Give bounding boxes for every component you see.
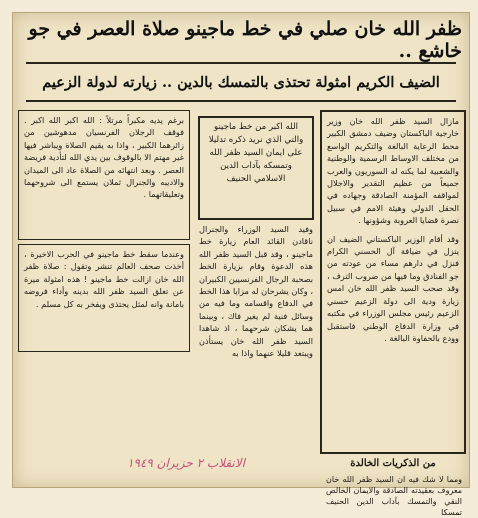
paragraph-1: مازال السيد ظفر الله خان وزير خارجية الباكستان وضيف دمشق الكبير محط الرعاية البالغة والتكريم الواسع من مختلف الاوساط الرسمية والوطنية والشعبية لما يكنه له السوريون والعرب جميعاً من عظيم التقدير والاجلال لمواقفه المؤمنة الصادقة وجهاده في الحقل الدولي وهيئة الامم في سبيل نصرة قضايا العروبة وشؤونها . (327, 116, 459, 226)
subheadline: الضيف الكريم امثولة تحتذى بالتمسك بالدين .. زيارته لدولة الزعيم (26, 62, 456, 102)
article-column-left-top (18, 110, 190, 240)
middle-paragraph: وفيد السيد الوزراء والجنرال ناقادن القائد العام زيارة خط ماجينو ، وقد قبل السيد ظفر الله هذه الدعوة وقام بزيارة الخط بصحبة الرجال الفرنسيين الكبيران ، وكان يشرحان له مزايا هذا الخط في الدفاع واقسامه وما فيه من وسائل فنية لم يغير فاك ، وبينما هما يشكان شرحهما ، اذ شاهدا السيد ظفر الله خان يستأذن ويبتعد قليلا عنهما واذا به (199, 224, 313, 359)
paragraph-2: وقد أقام الوزير الباكستاني الضيف ان ينزل في ضيافة آل الحسني الكرام فنزل في دارهم مساء من عودته من جو الفنادق وما فيها من ضروب الترف ، وقد صحب السيد ظفر الله خان امس زيارة ودية الى دولة الزعيم حسني الزعيم رئيس مجلس الوزراء في مكتبه في وزارة الدفاع الوطني فاستقبل وودع بالحفاوة البالغة . (327, 233, 459, 343)
headline: ظفر الله خان صلي في خط ماجينو صلاة العصر في جو خاشع .. (28, 18, 462, 62)
article-column-right (320, 110, 466, 454)
handwritten-date-note: الانقلاب ٢ حزيران ١٩٤٩ (127, 456, 245, 470)
section-body: ومما لا شك فيه ان السيد ظفر الله خان معروف بعقيدته الصادقة والايمان الخالص النقي والتمسك بآداب الدين الحنيف تمسكا (326, 475, 462, 517)
left-bottom-paragraph: وعندما سقط خط ماجينو في الحرب الاخيرة ، أخذت صحف العالم تنشر وتقول : صلاة ظفر الله خان ازالت خط ماجينو ! هذه امثولة ميرة عن تعلق السيد ظفر الله بدينه وأداء فروضه بامانة وانه لمثل يحتذى ويفخر به كل مسلم . (24, 249, 184, 309)
left-top-paragraph: برغم يديه مكبراً مرتلاً : الله اكبر الله اكبر . فوقف الرجلان الفرنسيان مدهوشين من زائرهما الكبير ، واذا به يقيم الصلاة ويباشر فيها غير مهتم الا بالوقوف بين يدي الله لتأدية فريضة العصر . وبعد انتهائه من الصلاة عاد الى الميدان والاديبه والجنرال ثملان يستمع الى شروحهما وتعليقاتهما . (24, 115, 184, 200)
section-heading: من الذكريات الخالدة (350, 458, 436, 469)
boxed-quote (198, 116, 314, 220)
boxed-quote-text: الله اكبر من خط ماجينو والتي الذي نريد ذكره تدليلا على ايمان السيد ظفر الله وتمسكه بآداب الدين الاسلامي الحنيف (208, 122, 304, 184)
article-column-left-bottom (18, 244, 190, 352)
